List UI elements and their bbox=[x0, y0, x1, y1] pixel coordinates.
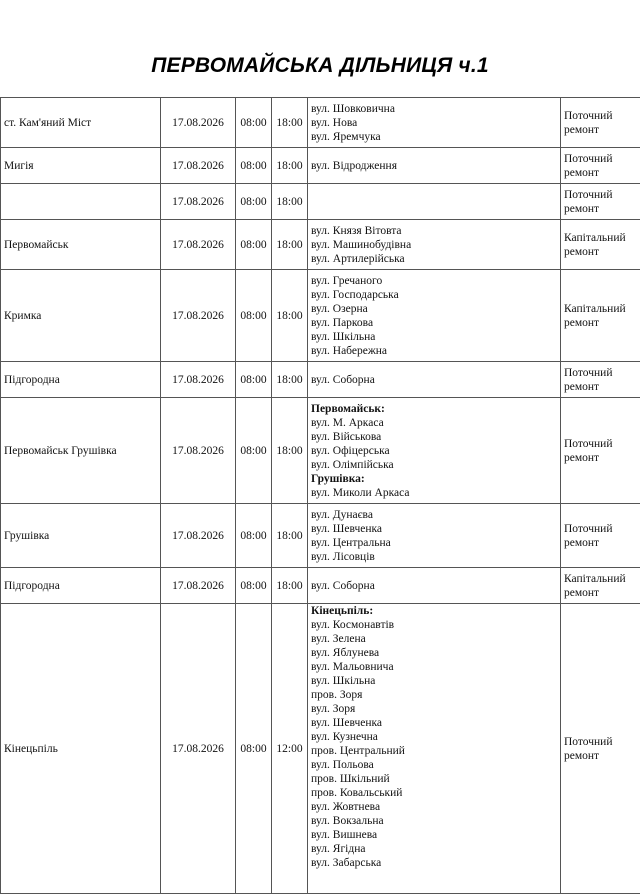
locality-cell: Первомайськ Грушівка bbox=[1, 398, 161, 504]
street-item: вул. Соборна bbox=[311, 373, 557, 387]
streets-cell bbox=[308, 148, 561, 184]
table-body bbox=[1, 98, 640, 894]
street-item: вул. Нова bbox=[311, 116, 557, 130]
street-item: пров. Центральний bbox=[311, 744, 557, 758]
street-item: пров. Зоря bbox=[311, 688, 557, 702]
date-cell: 17.08.2026 bbox=[161, 184, 236, 220]
table-row bbox=[1, 398, 640, 504]
page-title: ПЕРВОМАЙСЬКА ДІЛЬНИЦЯ ч.1 bbox=[0, 54, 640, 78]
start-time-cell: 08:00 bbox=[236, 604, 272, 894]
table-row bbox=[1, 362, 640, 398]
street-item: вул. Господарська bbox=[311, 288, 557, 302]
locality-cell: Кінецьпіль bbox=[1, 604, 161, 894]
street-item: вул. Князя Вітовта bbox=[311, 224, 557, 238]
street-item: вул. Вокзальна bbox=[311, 814, 557, 828]
table-row bbox=[1, 184, 640, 220]
locality-cell: Кримка bbox=[1, 270, 161, 362]
street-item: пров. Ковальський bbox=[311, 786, 557, 800]
date-cell: 17.08.2026 bbox=[161, 98, 236, 148]
street-item: вул. Мальовнича bbox=[311, 660, 557, 674]
end-time-cell: 18:00 bbox=[272, 98, 308, 148]
street-item: вул. Машинобудівна bbox=[311, 238, 557, 252]
street-item: вул. Озерна bbox=[311, 302, 557, 316]
start-time-cell: 08:00 bbox=[236, 362, 272, 398]
streets-cell bbox=[308, 184, 561, 220]
street-item: вул. Набережна bbox=[311, 344, 557, 358]
street-item: вул. Жовтнева bbox=[311, 800, 557, 814]
repair-type-cell: Поточний ремонт bbox=[561, 98, 640, 148]
street-item: вул. Забарська bbox=[311, 856, 557, 870]
street-item: вул. Артилерійська bbox=[311, 252, 557, 266]
table-row bbox=[1, 568, 640, 604]
date-cell: 17.08.2026 bbox=[161, 604, 236, 894]
street-item: вул. Космонавтів bbox=[311, 618, 557, 632]
street-item: вул. Яремчука bbox=[311, 130, 557, 144]
start-time-cell: 08:00 bbox=[236, 98, 272, 148]
repair-type-cell: Капітальний ремонт bbox=[561, 270, 640, 362]
start-time-cell: 08:00 bbox=[236, 184, 272, 220]
street-item: вул. Шкільна bbox=[311, 674, 557, 688]
street-item: вул. Ягідна bbox=[311, 842, 557, 856]
table-row bbox=[1, 220, 640, 270]
start-time-cell: 08:00 bbox=[236, 398, 272, 504]
end-time-cell: 18:00 bbox=[272, 504, 308, 568]
end-time-cell: 18:00 bbox=[272, 362, 308, 398]
end-time-cell: 18:00 bbox=[272, 184, 308, 220]
settlement-heading: Грушівка: bbox=[311, 472, 557, 486]
end-time-cell: 18:00 bbox=[272, 270, 308, 362]
repair-type-cell: Поточний ремонт bbox=[561, 184, 640, 220]
locality-cell bbox=[1, 184, 161, 220]
street-item: вул. Шевченка bbox=[311, 522, 557, 536]
repair-type-cell: Поточний ремонт bbox=[561, 604, 640, 894]
start-time-cell: 08:00 bbox=[236, 504, 272, 568]
table-row bbox=[1, 504, 640, 568]
locality-cell: Мигія bbox=[1, 148, 161, 184]
repair-type-cell: Капітальний ремонт bbox=[561, 568, 640, 604]
street-item: вул. Зелена bbox=[311, 632, 557, 646]
end-time-cell: 12:00 bbox=[272, 604, 308, 894]
street-item: вул. Вишнева bbox=[311, 828, 557, 842]
streets-cell bbox=[308, 604, 561, 894]
streets-cell bbox=[308, 568, 561, 604]
street-item: вул. Військова bbox=[311, 430, 557, 444]
repair-type-cell: Поточний ремонт bbox=[561, 362, 640, 398]
table-row bbox=[1, 270, 640, 362]
table-row bbox=[1, 98, 640, 148]
outage-schedule-table bbox=[0, 97, 640, 894]
street-item: вул. Шовковична bbox=[311, 102, 557, 116]
end-time-cell: 18:00 bbox=[272, 220, 308, 270]
table-row bbox=[1, 604, 640, 894]
end-time-cell: 18:00 bbox=[272, 568, 308, 604]
street-item: вул. Кузнечна bbox=[311, 730, 557, 744]
start-time-cell: 08:00 bbox=[236, 220, 272, 270]
street-item: вул. Олімпійська bbox=[311, 458, 557, 472]
street-item: вул. Соборна bbox=[311, 579, 557, 593]
date-cell: 17.08.2026 bbox=[161, 148, 236, 184]
start-time-cell: 08:00 bbox=[236, 568, 272, 604]
locality-cell: Грушівка bbox=[1, 504, 161, 568]
street-item: вул. Офіцерська bbox=[311, 444, 557, 458]
locality-cell: Первомайськ bbox=[1, 220, 161, 270]
streets-cell bbox=[308, 270, 561, 362]
street-item: вул. Миколи Аркаса bbox=[311, 486, 557, 500]
repair-type-cell: Поточний ремонт bbox=[561, 398, 640, 504]
locality-cell: ст. Кам'яний Міст bbox=[1, 98, 161, 148]
streets-cell bbox=[308, 504, 561, 568]
date-cell: 17.08.2026 bbox=[161, 220, 236, 270]
start-time-cell: 08:00 bbox=[236, 148, 272, 184]
locality-cell: Підгородна bbox=[1, 568, 161, 604]
streets-cell bbox=[308, 362, 561, 398]
street-item: вул. Польова bbox=[311, 758, 557, 772]
street-item: вул. Лісовців bbox=[311, 550, 557, 564]
repair-type-cell: Поточний ремонт bbox=[561, 148, 640, 184]
settlement-heading: Кінецьпіль: bbox=[311, 604, 557, 618]
end-time-cell: 18:00 bbox=[272, 148, 308, 184]
date-cell: 17.08.2026 bbox=[161, 398, 236, 504]
street-item: пров. Шкільний bbox=[311, 772, 557, 786]
date-cell: 17.08.2026 bbox=[161, 270, 236, 362]
street-item: вул. Шкільна bbox=[311, 330, 557, 344]
street-item: вул. Зоря bbox=[311, 702, 557, 716]
repair-type-cell: Капітальний ремонт bbox=[561, 220, 640, 270]
street-item: вул. Дунаєва bbox=[311, 508, 557, 522]
street-item: вул. Яблунева bbox=[311, 646, 557, 660]
street-item: вул. Паркова bbox=[311, 316, 557, 330]
street-item: вул. М. Аркаса bbox=[311, 416, 557, 430]
streets-cell bbox=[308, 220, 561, 270]
start-time-cell: 08:00 bbox=[236, 270, 272, 362]
end-time-cell: 18:00 bbox=[272, 398, 308, 504]
date-cell: 17.08.2026 bbox=[161, 568, 236, 604]
street-item: вул. Відродження bbox=[311, 159, 557, 173]
repair-type-cell: Поточний ремонт bbox=[561, 504, 640, 568]
streets-cell bbox=[308, 398, 561, 504]
locality-cell: Підгородна bbox=[1, 362, 161, 398]
date-cell: 17.08.2026 bbox=[161, 362, 236, 398]
street-item: вул. Центральна bbox=[311, 536, 557, 550]
settlement-heading: Первомайськ: bbox=[311, 402, 557, 416]
street-item: вул. Шевченка bbox=[311, 716, 557, 730]
table-row bbox=[1, 148, 640, 184]
date-cell: 17.08.2026 bbox=[161, 504, 236, 568]
streets-cell bbox=[308, 98, 561, 148]
street-item: вул. Гречаного bbox=[311, 274, 557, 288]
